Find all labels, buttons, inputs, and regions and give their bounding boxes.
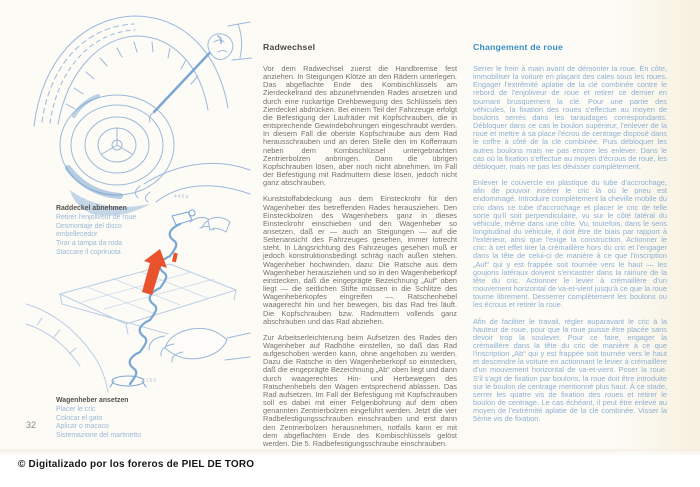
page-number: 32 — [26, 420, 37, 430]
figure-1-caption-german: Raddeckel abnehmen — [56, 205, 127, 212]
figure-2-caption-german: Wagenheber ansetzen — [56, 397, 129, 404]
illustration-column — [22, 8, 252, 398]
french-paragraph-1: Serrer le frein à main avant de démonter la roue. En côte, immobiliser la voiture en plaçant des cales sous les roues. Engager l'extrémité aplatie de la clé combinée contre le rebord de l'enjoliveur de roue et retirer ce dernier en tournant brusquement la clé. Pour une partie des véhicules, la fixation des roues s'effectue au moyen de boulons serrés dans les taraudages correspondants. Débloquer dans ce cas le boulon supérieur, l'enlever de la roue et mettre à sa place l'écrou de centrage disposé dans le coffre à côté de la clé combinée. Puis débloquer les autres boulons mais ne pas encore les enlever. Dans le cas où la fixation s'effectue au moyen d'écrous de roue, les débloquer, mais ne pas les dévisser complètement. — [473, 64, 667, 171]
line-art-illustrations — [22, 8, 252, 398]
figure-2-caption-french: Placer le cric — [56, 405, 96, 413]
german-paragraph-2: Kunststoffabdeckung aus dem Einsteckrohr für den Wagenheber des betreffenden Rades herausziehen. Den Einsteckbolzen des Wagenhebers ganz in dieses Einsteckrohr einschieben und den Wagenheber so ansetzen, daß er — auch an Steigungen — auf die Seitenansicht des Fahrzeuges gesehen, immer lotrecht steht. In Längsrichtung des Fahrzeuges gesehen muß er jedoch konstruktionsbedingt schräg nach außen stehen. Wagenheber hochwinden, dazu: Die Ratsche aus dem Wagenheber herausziehen und so in den Wagenheberkopf einstecken, daß die eingeprägte Bezeichnung „Auf“ oben liegt — die seitlichen Stifte müssen in die Schlitze des Wagenheberkopfes eingreifen —. Ratschenhebel waagerecht hin und her bewegen, bis das Rad frei läuft. Die Kopfschrauben bzw. Radmuttern vollends ganz abschrauben und das Rad abziehen. — [263, 194, 457, 326]
french-heading: Changement de roue — [473, 42, 564, 52]
figure-2-caption — [56, 397, 178, 441]
figure-2-caption-italian: Sistemazione del martinetto — [56, 432, 142, 440]
figure-1-caption-spanish: Desmontaje del disco embellecedor — [56, 222, 122, 239]
french-text-column — [473, 42, 667, 432]
german-paragraph-3: Zur Arbeitserleichterung beim Aufsetzen des Rades den Wagenheber auf Radhöhe einstellen, so daß das Rad aufgeschoben werden kann, ohne angehoben zu werden. Dazu die Ratsche in den Wagenheberkopf so einstecken, daß die eingeprägte Bezeichnung „Ab“ oben liegt und dann durch waagerechtes Hin- und Herbewegen des Ratschenhebels den Wagen entsprechend ablassen. Das Rad aufsetzen. Im Fall der Befestigung mit Kopfschrauben soll es dabei mit einer Felgenbohrung auf dem oben genannten Zentrierbolzen eingeführt werden. Jetzt die vier Radbefestigungsschrauben einschrauben und erst dann den Zentrierbolzen herausnehmen, notfalls kann er mit dem abgeflachten Ende des Kombischlüssels gelöst werden. Die 5. Radbefestigungsschraube einschrauben. — [263, 332, 457, 448]
figure-1-caption-italian: Staccare il copriruota — [56, 248, 121, 256]
tire-drawing — [34, 16, 228, 126]
figure-1-code: 445a — [174, 194, 190, 200]
figure-2-caption-spanish: Colocar el gato — [56, 414, 103, 422]
figure-1-caption-portuguese: Tirar a tampa da roda — [56, 240, 123, 248]
jack-red-marking — [172, 253, 178, 263]
french-paragraph-3: Afin de faciliter le travail, régler auparavant le cric à la hauteur de roue, pour que la roue puisse être placée sans devoir trop la soulever. Pour ce faire, engager la crémaillère dans la tête du cric de manière à ce que l'inscription „Ab“ qui y est frappée soit tournée vers le haut et descendre la voiture en actionnant le levier à crémaillère d'un mouvement horizontal de va-et-vient. Poser la roue. S'il s'agit de fixation par boulons, la roue doit être introduite sur le boulon de centrage mentionné plus haut. À ce stade, serrer les quatre vis de fixation des roues et retirer le boulon de centrage. Le cas échéant, il peut être enlevé au moyen de l'extrémité aplatie de la clé combinée. Visser la 5ème vis de fixation. — [473, 316, 667, 424]
upper-hand-drawing — [208, 22, 252, 60]
top-fingers-drawing — [190, 217, 230, 232]
german-paragraph-1: Vor dem Radwechsel zuerst die Handbremse fest anziehen. In Steigungen Klötze an den Rädern unterlegen. Das abgeflachte Ende des Kombischlüssels am Zierdeckelrand des abzunehmenden Rades ansetzen und durch eine ruckartige Drehbewegung des Schlüssels den Zierdeckel abdrücken. Bei einem Teil der Fahrzeuge erfolgt die Befestigung der Laufräder mit Kopfschrauben, die in entsprechende Gewindebohrungen eingeschraubt werden. In diesem Fall die oberste Kopfschraube aus dem Rad herausschrauben und an deren Stelle den im Kofferraum neben dem Kombischlüssel untergebrachten Zentrierbolzen anbringen. Dann die übrigen Kopfschrauben lösen, aber noch nicht abnehmen. Im Fall der Befestigung mit Radmuttern diese lösen, jedoch nicht ganz abschrauben. — [263, 64, 457, 188]
figure-1-caption — [56, 205, 159, 258]
digitization-watermark: © Digitalizado por los foreros de PIEL DE TORO — [18, 459, 255, 470]
figure-2-code: 4155 — [142, 378, 158, 384]
hubcap-removal-illustration — [34, 16, 252, 216]
german-text-column — [263, 42, 457, 456]
spare-wheel-drawing — [26, 304, 108, 392]
french-paragraph-2: Enlever le couvercle en plastique du tube d'accrochage, afin de pouvoir insérer le cric là où le pneu est endommagé. Introduire complètement la cheville mobile du cric dans ce tube d'accrochage et placer le cric de telle sorte qu'il soit perpendiculaire, vu sur le côté latéral du véhicule, même dans une côte. Vu, toutefois, dans le sens longitudinal du véhicule, il doit être de biais par rapport à l'extérieur, ainsi que l'exige la construction. Actionner le cric: à cet effet tirer la crémaillère hors du cric et l'engager dans la tête de celui-ci de manière à ce que l'inscription „Auf“ qui y est frappée soit tournée vers le haut — les goujons latéraux doivent s'encastrer dans la rainure de la tête du cric. Actionner le levier à crémaillère d'un mouvement horizontal de va-et-vient jusqu'à ce que la roue tourne librement. Desserrer complètement les boulons ou les écrous et retirer la roue. — [473, 178, 667, 310]
german-heading: Radwechsel — [263, 42, 316, 52]
figure-1-caption-french: Retirer l'enjoliveur de roue — [56, 213, 137, 221]
figure-2-caption-portuguese: Aplicar o macaco — [56, 423, 109, 431]
